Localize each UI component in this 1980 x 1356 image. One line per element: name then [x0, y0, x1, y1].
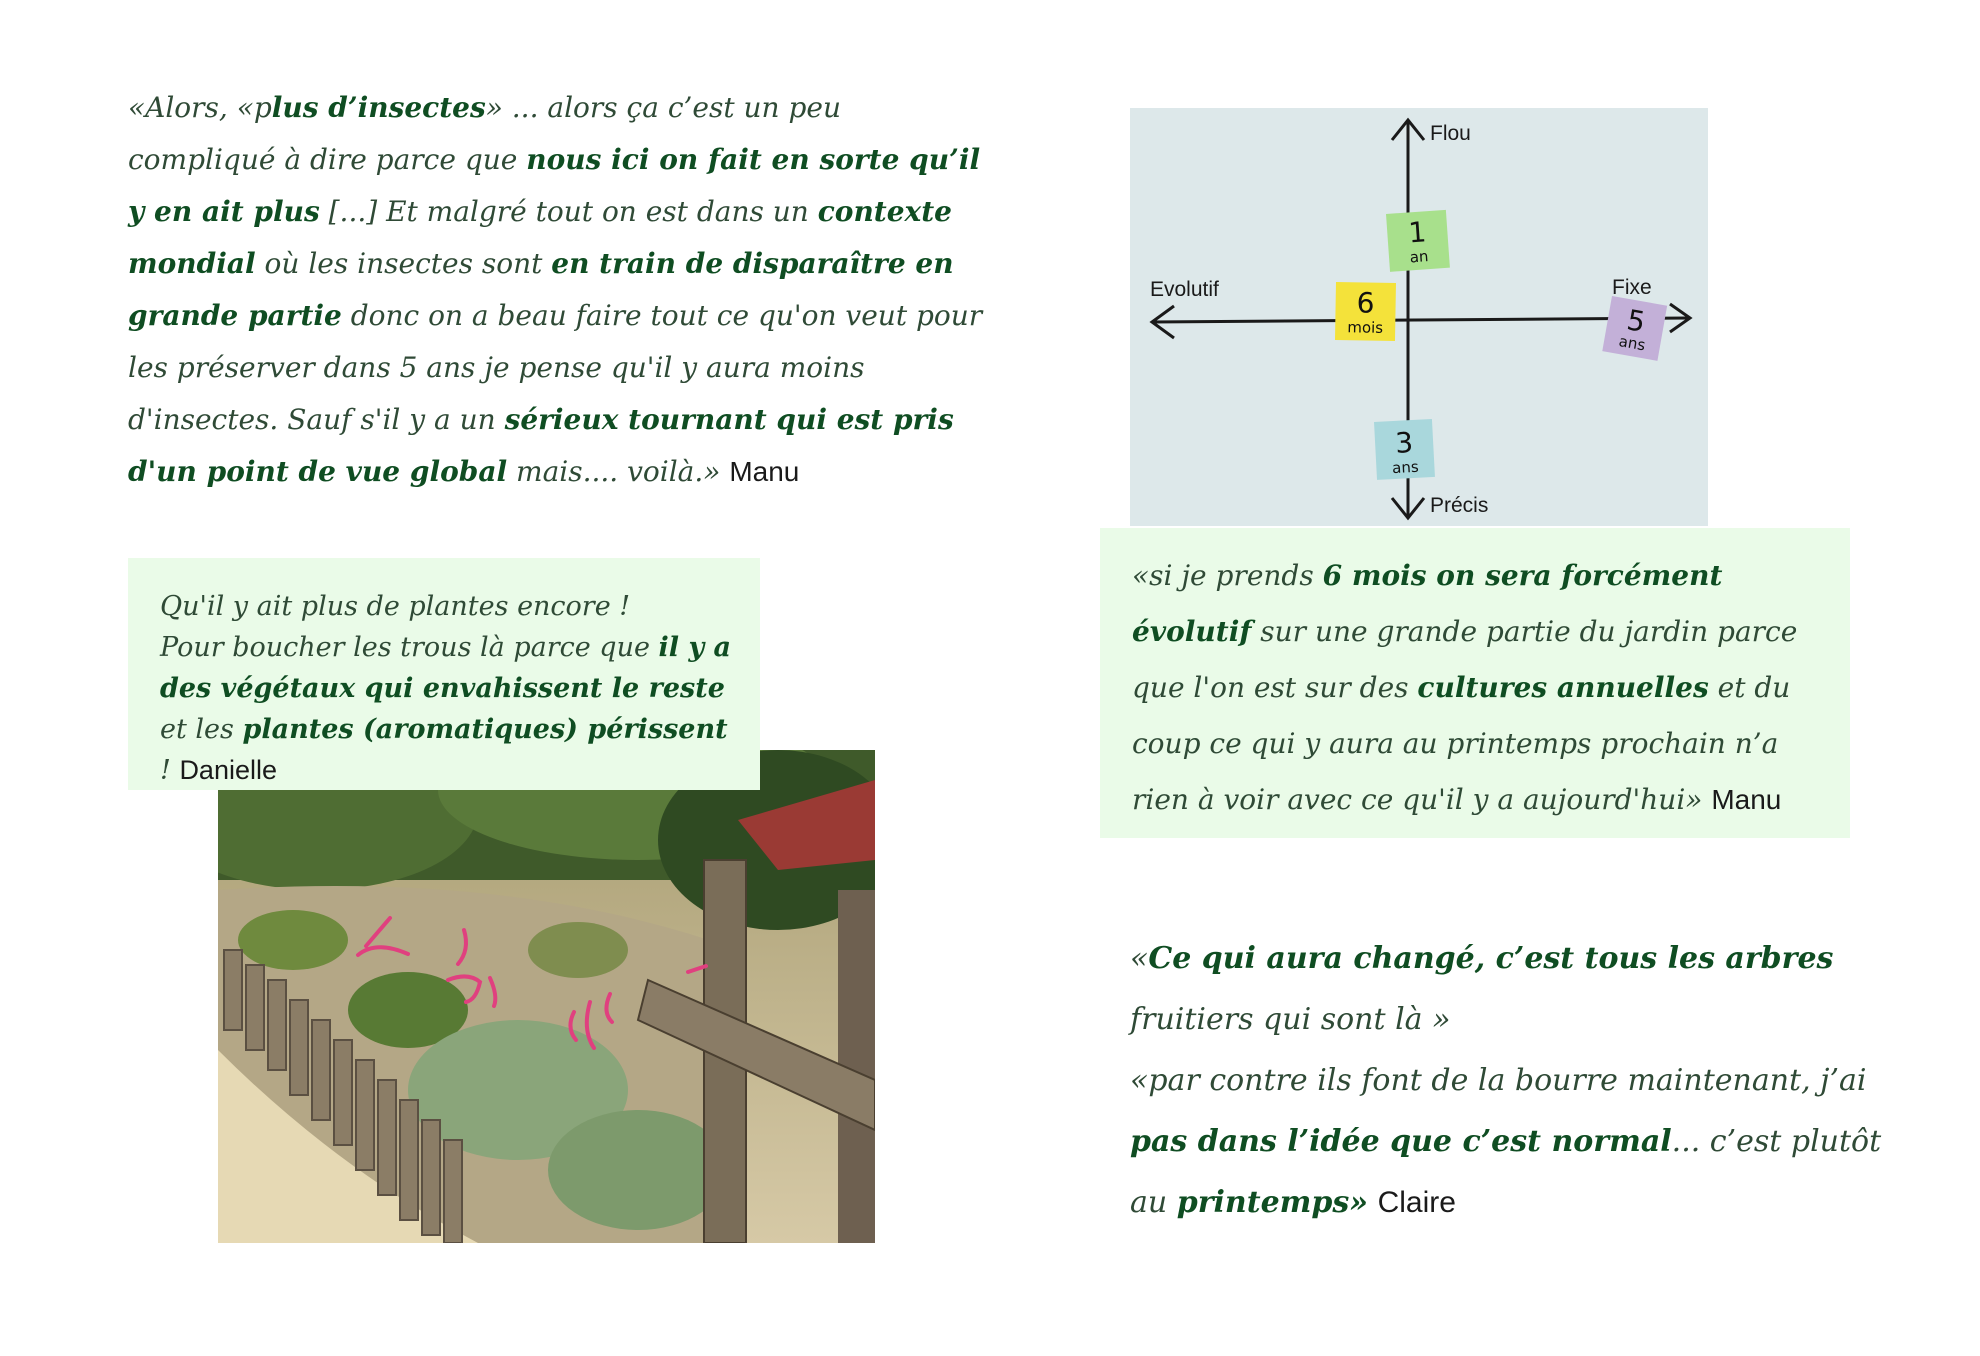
note-6-mois [1335, 282, 1396, 341]
quote-author: Danielle [179, 755, 277, 785]
quote-emphasis: 6 mois on sera forcément évolutif [1132, 559, 1723, 648]
note-5-ans [1602, 296, 1667, 361]
quote-text: mais.... voilà.» [507, 455, 730, 488]
svg-text:5: 5 [1624, 303, 1648, 339]
axis-label-top: Flou [1430, 122, 1471, 145]
quote-emphasis: Ce qui aura changé, c’est tous les arbres [1148, 941, 1834, 976]
svg-text:ans: ans [1391, 457, 1420, 478]
quote-emphasis: plantes (aromatiques) périssent [242, 714, 728, 745]
quote-text [1368, 1185, 1378, 1220]
svg-text:3: 3 [1394, 426, 1414, 460]
quote-emphasis: printemps» [1176, 1185, 1369, 1220]
quote-text: « [1130, 941, 1149, 976]
axis-label-left: Evolutif [1150, 278, 1219, 301]
quote-text: «par contre ils font de la bourre maintenant, j’ai [1130, 1063, 1867, 1098]
quote-emphasis: lus d’insectes [271, 91, 486, 124]
quote-text: » ... alors ça c’est un peu compliqué à dire parce que [128, 91, 841, 176]
quote-text: où les insectes sont [255, 247, 552, 280]
quote-emphasis: pas dans l’idée que c’est normal [1130, 1124, 1672, 1159]
quote-emphasis: cultures annuelles [1417, 671, 1709, 704]
quote-author: Manu [729, 456, 800, 487]
axis-board-photo [1130, 108, 1708, 526]
quote-emphasis: contexte mondial [128, 195, 952, 280]
quote-plants [128, 558, 760, 790]
quote-text: sur une grande partie du jardin parce que l'on est sur des [1132, 615, 1798, 704]
svg-text:1: 1 [1407, 215, 1428, 250]
note-3-ans [1374, 419, 1435, 480]
quote-text: et les [160, 714, 243, 745]
note-1-an [1386, 210, 1450, 272]
quote-emphasis: en train de disparaître en grande partie [128, 247, 954, 332]
garden-photo [218, 750, 875, 1243]
quote-text: [...] Et malgré tout on est dans un [319, 195, 818, 228]
quote-text: «si je prends [1132, 559, 1323, 592]
quote-insects [128, 82, 988, 498]
quote-text: donc on a beau faire tout ce qu'on veut pour les préserver dans 5 ans je pense qu'il y aura moins d'insectes. Sauf s'il y a un [128, 299, 983, 436]
svg-text:ans: ans [1617, 332, 1647, 355]
quote-text: Qu'il y ait plus de plantes encore ! [160, 591, 631, 622]
quote-6-mois [1100, 528, 1850, 838]
quote-author: Manu [1711, 784, 1782, 815]
quote-text: ! [160, 755, 180, 786]
quote-emphasis: sérieux tournant qui est pris d'un point de vue global [128, 403, 954, 488]
axis-label-right: Fixe [1612, 276, 1652, 299]
quote-text: «Alors, «p [128, 91, 272, 124]
quote-emphasis: nous ici on fait en sorte qu’il y en ait plus [128, 143, 981, 228]
svg-text:6: 6 [1356, 286, 1375, 320]
quote-emphasis: il y a des végétaux qui envahissent le reste [160, 632, 732, 704]
quote-text: et du coup ce qui y aura au printemps prochain n’a rien à voir avec ce qu'il y a aujourd'hui» [1132, 671, 1791, 816]
quote-text: fruitiers qui sont là » [1130, 1002, 1451, 1037]
axis-label-bottom: Précis [1430, 494, 1489, 517]
svg-text:an: an [1409, 247, 1430, 267]
quote-author: Claire [1377, 1186, 1456, 1219]
quote-text: Pour boucher les trous là parce que [160, 632, 659, 663]
quote-text: ... c’est plutôt au [1130, 1124, 1882, 1220]
quote-arbres [1130, 928, 1920, 1233]
svg-text:mois: mois [1347, 318, 1384, 337]
